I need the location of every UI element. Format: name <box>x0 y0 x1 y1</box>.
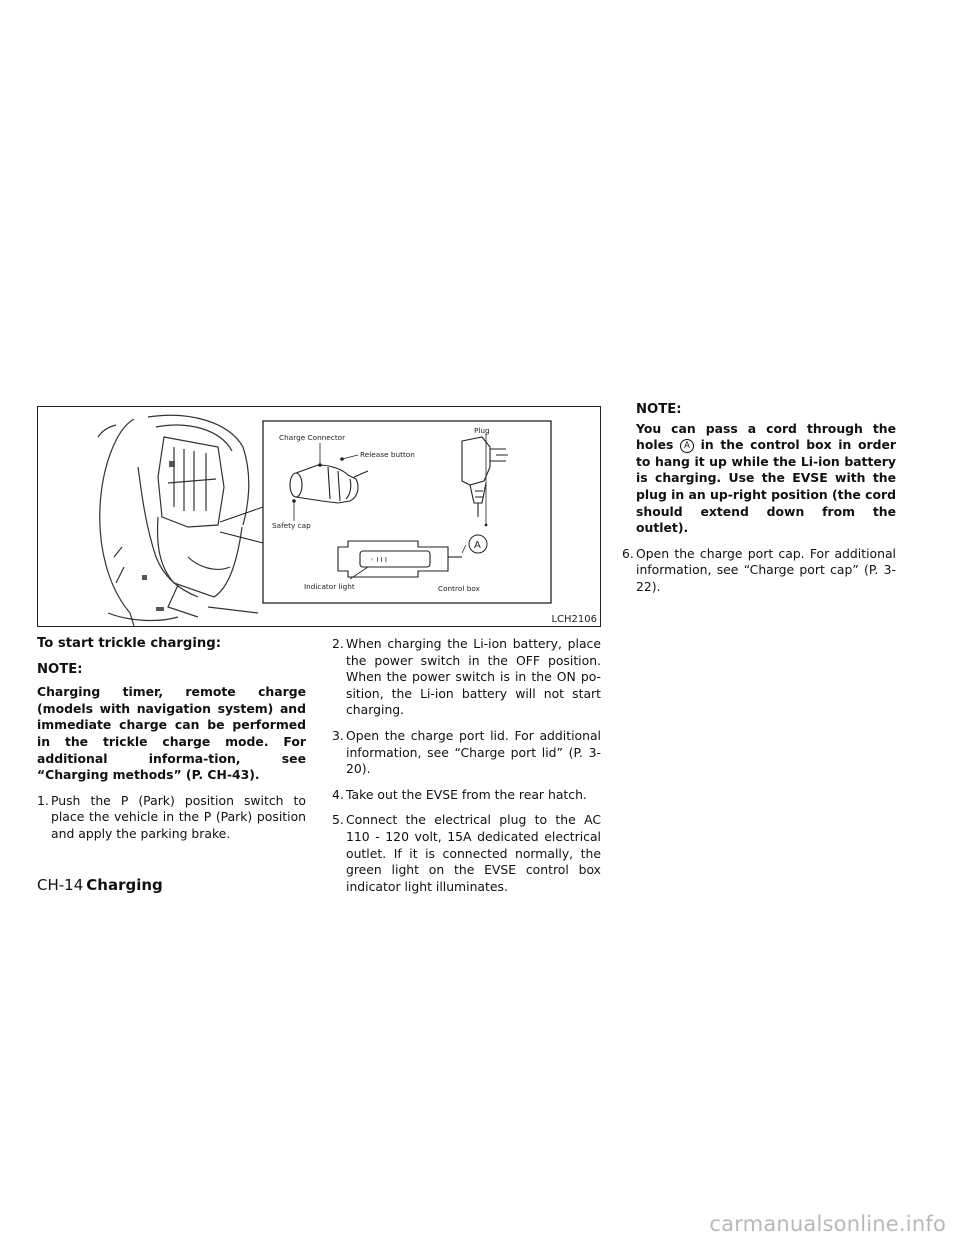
step-2 <box>332 636 601 719</box>
step-text: Connect the electrical plug to the AC 110 - 120 volt, 15A dedicated electrical outlet. If it is connected normally, the green light on the EVSE control box indicator light illuminates. <box>346 812 601 894</box>
steps-list <box>332 636 601 895</box>
step-text: Push the P (Park) position switch to place the vehicle in the P (Park) position and apply the parking brake. <box>51 792 306 841</box>
step-number: 4. <box>332 786 344 802</box>
illustration-evse <box>37 406 601 627</box>
note-block <box>622 402 896 537</box>
step-text: When charging the Li-ion battery, place the power switch in the OFF position. When the power switch is in the ON po-sition, the Li-ion battery will not start charging. <box>346 636 601 718</box>
label-plug: Plug <box>474 426 490 435</box>
callout-a-icon: A <box>680 439 694 453</box>
section-heading: To start trickle charging: <box>37 636 221 651</box>
step-text: Open the charge port cap. For additional information, see “Charge port cap” (P. 3-22). <box>636 545 896 594</box>
step-number: 3. <box>332 727 344 743</box>
steps-list <box>622 546 896 596</box>
step-3 <box>332 728 601 778</box>
step-number: 6. <box>622 545 634 561</box>
figure-code: LCH2106 <box>551 614 597 625</box>
note-label: NOTE: <box>37 661 83 677</box>
watermark: carmanualsonline.info <box>709 1212 946 1236</box>
svg-text:◦ I I I: ◦ I I I <box>370 556 387 564</box>
label-callout-a: A <box>474 540 481 551</box>
step-4 <box>332 787 601 804</box>
label-charge-connector: Charge Connector <box>279 433 346 442</box>
step-1 <box>37 793 306 843</box>
step-6 <box>622 546 896 596</box>
page-footer <box>37 876 163 894</box>
left-column <box>37 636 306 852</box>
note-text-post: in the control box in order to hang it up while the Li-ion battery is charging. Use the EVSE with the plug in an up-right position (the cord should extend down from the outlet). <box>636 437 896 536</box>
step-number: 5. <box>332 812 344 828</box>
step-number: 1. <box>37 792 49 808</box>
section-title: Charging <box>86 876 163 894</box>
evse-diagram <box>38 407 600 626</box>
step-text: Open the charge port lid. For additional information, see “Charge port lid” (P. 3-20). <box>346 727 601 777</box>
middle-column <box>332 636 601 904</box>
label-release-button: Release button <box>360 450 415 459</box>
right-column <box>622 402 896 605</box>
note-text: Charging timer, remote charge (models with navigation system) and immediate charge can be performed in the trickle charge mode. For additional informa-tion, see “Charging methods” (P. CH-43). <box>37 684 306 783</box>
step-number: 2. <box>332 636 344 651</box>
steps-list <box>37 793 306 843</box>
step-text: Take out the EVSE from the rear hatch. <box>346 786 587 802</box>
note-text <box>636 421 896 537</box>
note-label: NOTE: <box>636 402 682 417</box>
label-safety-cap: Safety cap <box>272 521 311 530</box>
step-5 <box>332 812 601 895</box>
note-text-pre: You can pass a cord through the holes <box>636 420 896 453</box>
page-number: CH-14 <box>37 876 84 894</box>
label-indicator-light: Indicator light <box>304 582 355 591</box>
label-control-box: Control box <box>438 584 480 593</box>
